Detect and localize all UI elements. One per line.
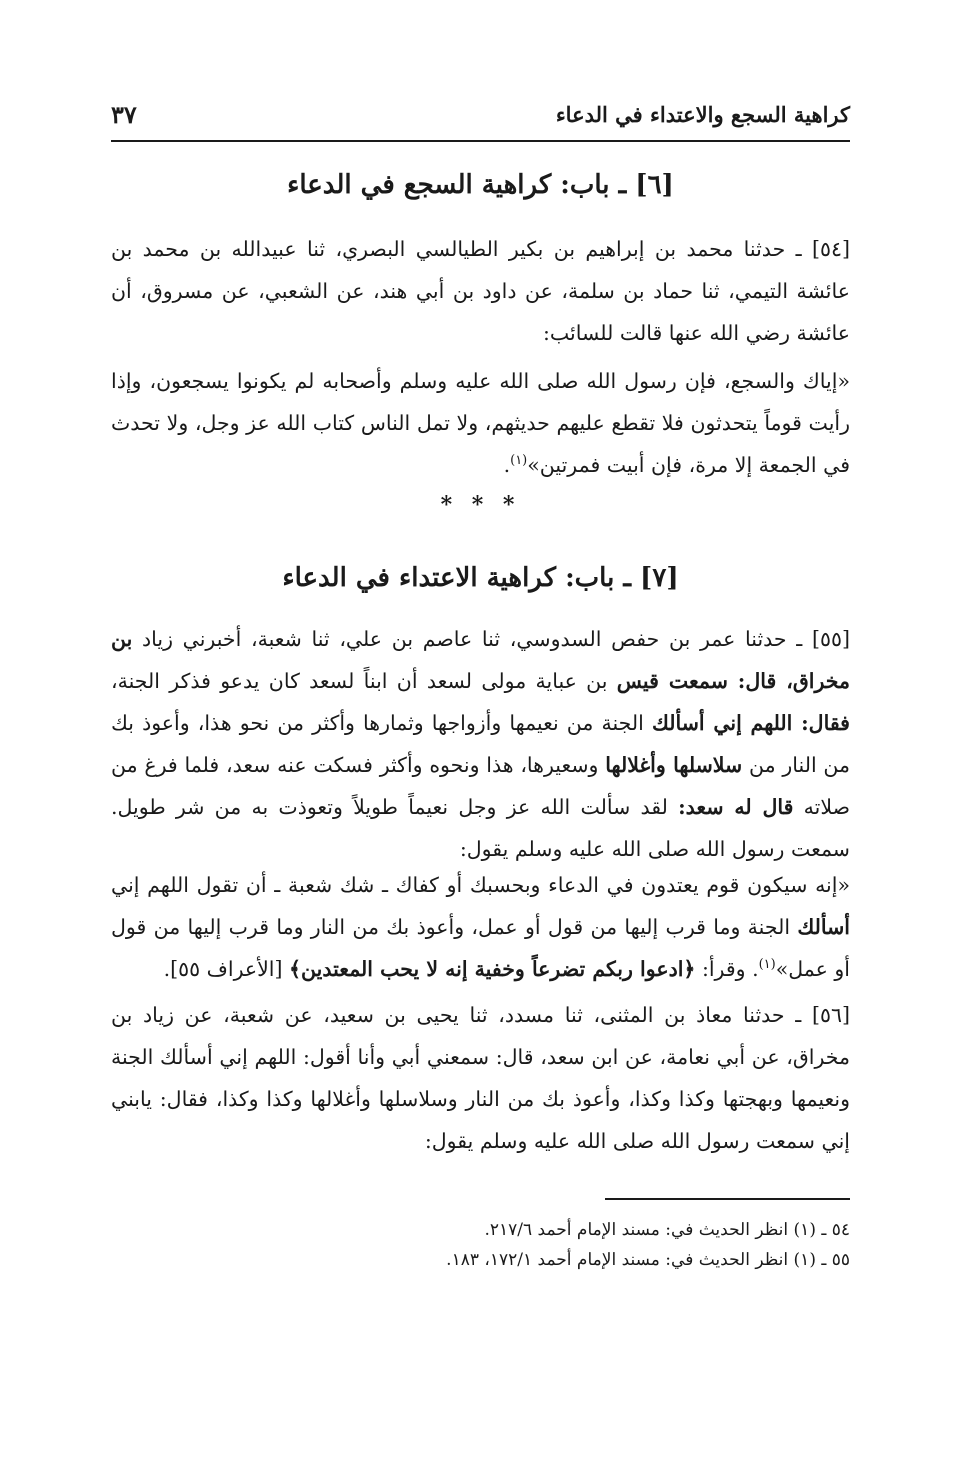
hadith-55-text-i: لقد سألت الله عز وجل نعيماً طويلاً وتعوذت به من شر طويل. سمعت رسول الله صلى الله عليه وسلم يقول: (111, 795, 850, 861)
hadith-55-matn-d: . وقرأ: (695, 957, 759, 981)
page-number: ٣٧ (111, 100, 137, 129)
hadith-55-matn-a: «إنه سيكون قوم يعتدون في الدعاء وبحسبك أو كفاك ـ شك شعبة ـ أن تقول اللهم إني (111, 873, 850, 897)
hadith-54-isnad: [٥٤] ـ حدثنا محمد بن إبراهيم بن بكير الطيالسي البصري، ثنا عبيدالله بن محمد بن عائشة التيمي، ثنا حماد بن سلمة، عن داود بن أبي هند، عن الشعبي، عن مسروق، أن عائشة رضي الله عنها قالت للسائب: (111, 237, 850, 345)
footnote-54: ٥٤ ـ (١) انظر الحديث في: مسند الإمام أحمد ٢١٧/٦. (484, 1220, 850, 1240)
footnote-55: ٥٥ ـ (١) انظر الحديث في: مسند الإمام أحمد ١٧٢/١، ١٨٣. (446, 1250, 850, 1270)
hadith-54-tail: . (503, 453, 511, 477)
hadith-56: [٥٦] ـ حدثنا معاذ بن المثنى، ثنا مسدد، ثنا يحيى بن سعيد، عن شعبة، عن زياد بن مخراق، عن أبي نعامة، عن ابن سعد، قال: سمعني أبي وأنا أقول: اللهم إني أسألك الجنة ونعيمها وبهجتها وكذا وكذا، وأعوذ بك من النار وسلاسلها وأغلالها وكذا وكذا، فقال: يابني إني سمعت رسول الله صلى الله عليه وسلم يقول: (111, 1003, 850, 1153)
hadith-55-matn-c: الجنة وما قرب إليها من قول أو عمل، وأعوذ بك من النار وما قرب إليها من قول أو عمل» (111, 915, 850, 981)
footnote-marker: (١) (510, 453, 528, 469)
hadith-54-matn-text: «إياك والسجع، فإن رسول الله صلى الله عليه وسلم وأصحابه لم يكونوا يسجعون، وإذا رأيت قوماً يتحدثون فلا تقطع عليهم حديثهم، ولا تمل الناس كتاب الله عز وجل، ولا تحدث في الجمعة إلا مرة، فإن أبيت فمرتين» (111, 369, 850, 477)
hadith-55-bold-d: فقال: اللهم إني أسألك (651, 711, 850, 735)
hadith-55-bold-h: قال له سعد: (678, 795, 794, 819)
chapter-heading-6: [٦] ـ باب: كراهية السجع في الدعاء (287, 170, 674, 200)
hadith-55-bold-f: سلاسلها وأغلالها (605, 753, 743, 777)
hadith-55-bold-b: بن مخراق، قال: سمعت قيس (111, 627, 850, 693)
hadith-55-text-a: [٥٥] ـ حدثنا عمر بن حفص السدوسي، ثنا عاصم بن علي، ثنا شعبة، أخبرني زياد (132, 627, 850, 651)
hadith-55-matn-bold: أسألك (797, 915, 850, 939)
quran-verse: ﴿ادعوا ربكم تضرعاً وخفية إنه لا يحب المعتدين﴾ (289, 957, 696, 981)
hadith-55-isnad (111, 618, 850, 870)
hadith-55-text-c: بن عباية مولى لسعد أن ابناً لسعد كان يدعو فذكر الجنة، (111, 669, 617, 693)
running-header (111, 96, 850, 142)
verse-reference: [الأعراف ٥٥]. (163, 957, 290, 981)
footnote-marker: (١) (758, 957, 776, 973)
chapter-heading-7: [٧] ـ باب: كراهية الاعتداء في الدعاء (282, 563, 679, 593)
section-separator: * * * (440, 492, 521, 518)
hadith-55-text-e: الجنة من نعيمها وأزواجها وثمارها وأكثر من نحو هذا، وأعوذ بك من النار من (111, 711, 851, 777)
running-title: كراهية السجع والاعتداء في الدعاء (555, 102, 850, 127)
hadith-55-text-g: وسعيرها، هذا ونحوه وأكثر فسكت عنه سعد، فلما فرغ من صلاته (111, 753, 850, 819)
footnote-divider (605, 1198, 850, 1200)
hadith-54-matn (111, 360, 850, 486)
hadith-55-matn (111, 864, 850, 990)
